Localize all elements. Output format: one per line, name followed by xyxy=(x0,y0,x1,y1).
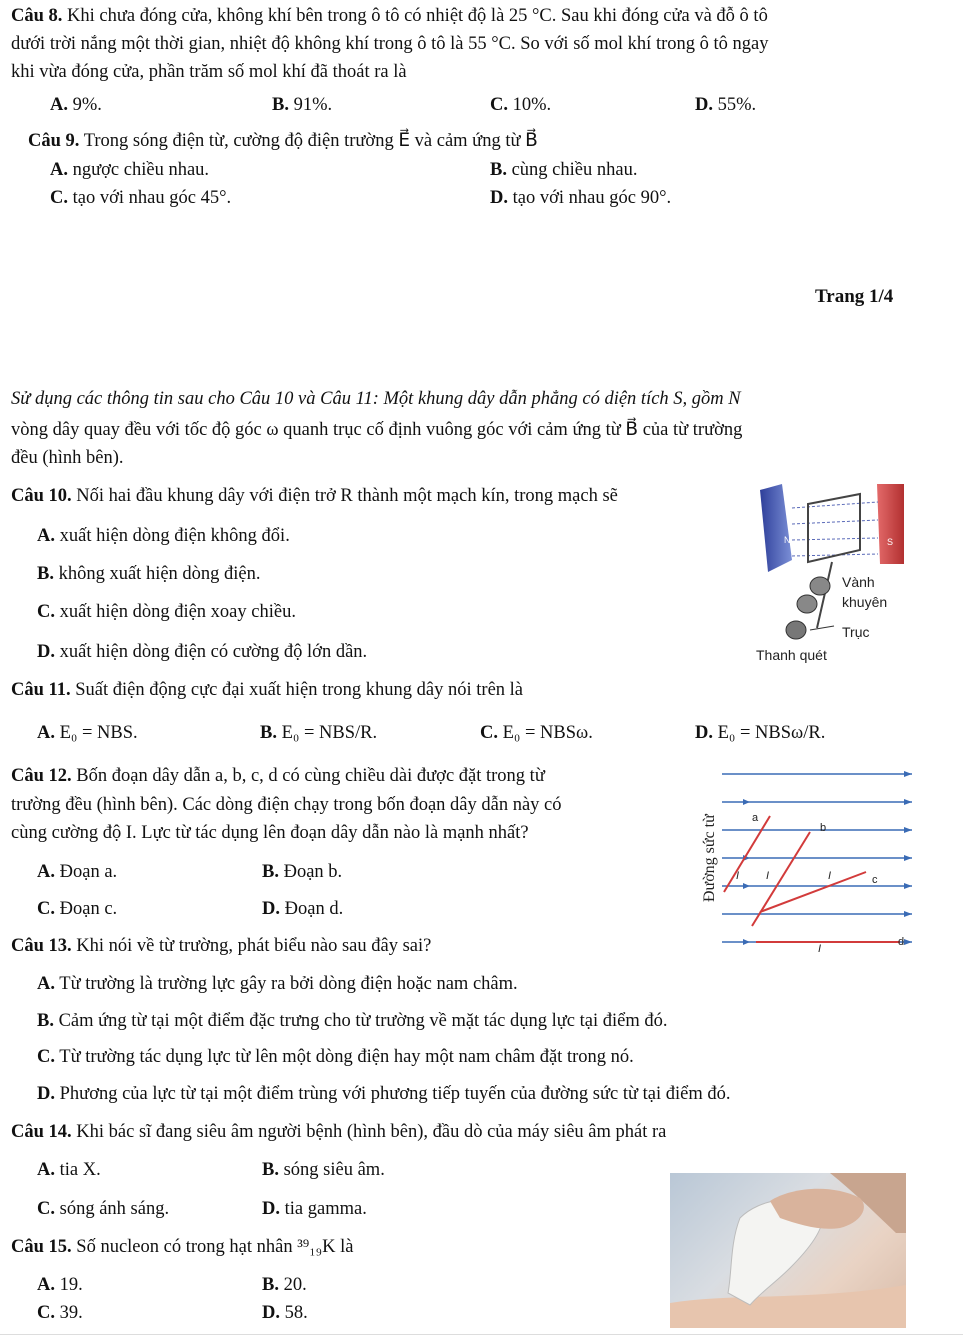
label-ring-1: Vành xyxy=(842,574,875,590)
q14-option-d: D. tia gamma. xyxy=(262,1199,367,1219)
ultrasound-drawing xyxy=(670,1173,906,1328)
q8-line-3: khi vừa đóng cửa, phần trăm số mol khí đã thoát ra là xyxy=(11,62,407,82)
q8-option-b: B. 91%. xyxy=(272,95,333,115)
q8-option-d: D. 55%. xyxy=(695,95,757,115)
q8-line-2: dưới trời nắng một thời gian, nhiệt độ không khí trong ô tô là 55 °C. So với số mol khí trong ô tô ngay xyxy=(11,34,769,54)
current-label-a: I xyxy=(736,870,740,882)
q12-line-3: cùng cường độ I. Lực từ tác dụng lên đoạn dây dẫn nào là mạnh nhất? xyxy=(11,823,529,843)
q14-option-b: B. sóng siêu âm. xyxy=(262,1160,385,1180)
q12-line-2: trường đều (hình bên). Các dòng điện chạy trong bốn đoạn dây dẫn này có xyxy=(11,795,562,815)
q11-option-c: C. E₀ = NBSω. xyxy=(480,723,593,743)
q9-option-c: C. tạo với nhau góc 45°. xyxy=(50,188,232,208)
segment-c xyxy=(760,872,866,912)
intro-line-1: Sử dụng các thông tin sau cho Câu 10 và Câu 11: Một khung dây dẫn phẳng có diện tích S, gồm N xyxy=(11,389,741,409)
q11-option-b: B. E₀ = NBS/R. xyxy=(260,723,378,743)
magnetic-field-figure xyxy=(700,762,918,964)
q12-option-d: D. Đoạn d. xyxy=(262,899,344,919)
page-number: Trang 1/4 xyxy=(815,286,894,307)
north-pole-magnet xyxy=(760,484,792,572)
q8-line-1: Câu 8. Khi chưa đóng cửa, không khí bên trong ô tô có nhiệt độ là 25 °C. Sau khi đóng cửa và đỗ ô tô xyxy=(11,6,768,26)
current-label-d: I xyxy=(818,943,822,955)
label-axis: Trục xyxy=(842,624,870,640)
q14-option-c: C. sóng ánh sáng. xyxy=(37,1199,170,1219)
q15-option-d: D. 58. xyxy=(262,1303,308,1323)
q14-option-a: A. tia X. xyxy=(37,1160,101,1180)
q13-stem: Câu 13. Khi nói về từ trường, phát biểu nào sau đây sai? xyxy=(11,936,432,956)
q15-option-a: A. 19. xyxy=(37,1275,83,1295)
ultrasound-photo xyxy=(670,1173,906,1328)
q9-stem: Câu 9. Trong sóng điện từ, cường độ điện trường E⃗ và cảm ứng từ B⃗ xyxy=(28,131,538,151)
field-lines xyxy=(792,502,878,556)
label-c: c xyxy=(872,874,878,886)
q10-option-b: B. không xuất hiện dòng điện. xyxy=(37,564,261,584)
current-label-b: I xyxy=(766,870,770,882)
q12-line-1: Câu 12. Bốn đoạn dây dẫn a, b, c, d có cùng chiều dài được đặt trong từ xyxy=(11,766,545,786)
q8-option-c: C. 10%. xyxy=(490,95,552,115)
q9-option-a: A. ngược chiều nhau. xyxy=(50,160,210,180)
brush xyxy=(786,621,806,639)
patient-skin xyxy=(670,1285,906,1328)
q15-stem: Câu 15. Số nucleon có trong hạt nhân ³⁹₁₉K là xyxy=(11,1237,354,1257)
q10-option-a: A. xuất hiện dòng điện không đổi. xyxy=(37,526,290,546)
south-pole-magnet xyxy=(877,484,904,564)
q15-option-b: B. 20. xyxy=(262,1275,307,1295)
field-drawing xyxy=(700,762,918,964)
current-label-c: I xyxy=(828,870,832,882)
q9-option-d: D. tạo với nhau góc 90°. xyxy=(490,188,672,208)
q13-option-a: A. Từ trường là trường lực gây ra bởi dòng điện hoặc nam châm. xyxy=(37,974,518,994)
intro-line-3: đều (hình bên). xyxy=(11,448,124,468)
q9-option-b: B. cùng chiều nhau. xyxy=(490,160,638,180)
q10-option-d: D. xuất hiện dòng điện có cường độ lớn dần. xyxy=(37,642,368,662)
segment-a xyxy=(724,816,770,892)
q8-option-a: A. 9%. xyxy=(50,95,102,115)
ac-generator-drawing xyxy=(752,480,912,670)
field-line-group xyxy=(722,774,912,942)
axis-pointer xyxy=(810,626,834,630)
label-ring-2: khuyên xyxy=(842,594,888,610)
field-side-label: Đường sức từ xyxy=(701,814,718,902)
q13-option-d: D. Phương của lực từ tại một điểm trùng với phương tiếp tuyến của đường sức từ tại điểm đó. xyxy=(37,1084,731,1104)
slip-ring-1 xyxy=(810,577,830,595)
intro-line-2: vòng dây quay đều với tốc độ góc ω quanh trục cố định vuông góc với cảm ứng từ B⃗ của từ trường xyxy=(11,420,743,440)
q15-option-c: C. 39. xyxy=(37,1303,83,1323)
q11-option-d: D. E₀ = NBSω/R. xyxy=(695,723,826,743)
ac-generator-figure xyxy=(752,480,912,670)
q11-stem: Câu 11. Suất điện động cực đại xuất hiện trong khung dây nói trên là xyxy=(11,680,524,700)
q12-option-a: A. Đoạn a. xyxy=(37,862,118,882)
slip-ring-2 xyxy=(797,595,817,613)
label-b: b xyxy=(820,822,827,834)
q14-stem: Câu 14. Khi bác sĩ đang siêu âm người bệnh (hình bên), đầu dò của máy siêu âm phát ra xyxy=(11,1122,667,1142)
bottom-rule xyxy=(0,1334,963,1335)
q12-option-b: B. Đoạn b. xyxy=(262,862,343,882)
pole-n-label: N xyxy=(784,535,791,545)
q12-option-c: C. Đoạn c. xyxy=(37,899,118,919)
q13-option-b: B. Cảm ứng từ tại một điểm đặc trưng cho từ trường về mặt tác dụng lực tại điểm đó. xyxy=(37,1011,668,1031)
label-d: d xyxy=(898,936,905,948)
q13-option-c: C. Từ trường tác dụng lực từ lên một dòng điện hay một nam châm đặt trong nó. xyxy=(37,1047,634,1067)
pole-s-label: S xyxy=(887,537,894,547)
label-brush: Thanh quét xyxy=(756,647,827,663)
label-a: a xyxy=(752,812,759,824)
q10-stem: Câu 10. Nối hai đầu khung dây với điện trở R thành một mạch kín, trong mạch sẽ xyxy=(11,486,618,506)
q10-option-c: C. xuất hiện dòng điện xoay chiều. xyxy=(37,602,296,622)
q11-option-a: A. E₀ = NBS. xyxy=(37,723,138,743)
